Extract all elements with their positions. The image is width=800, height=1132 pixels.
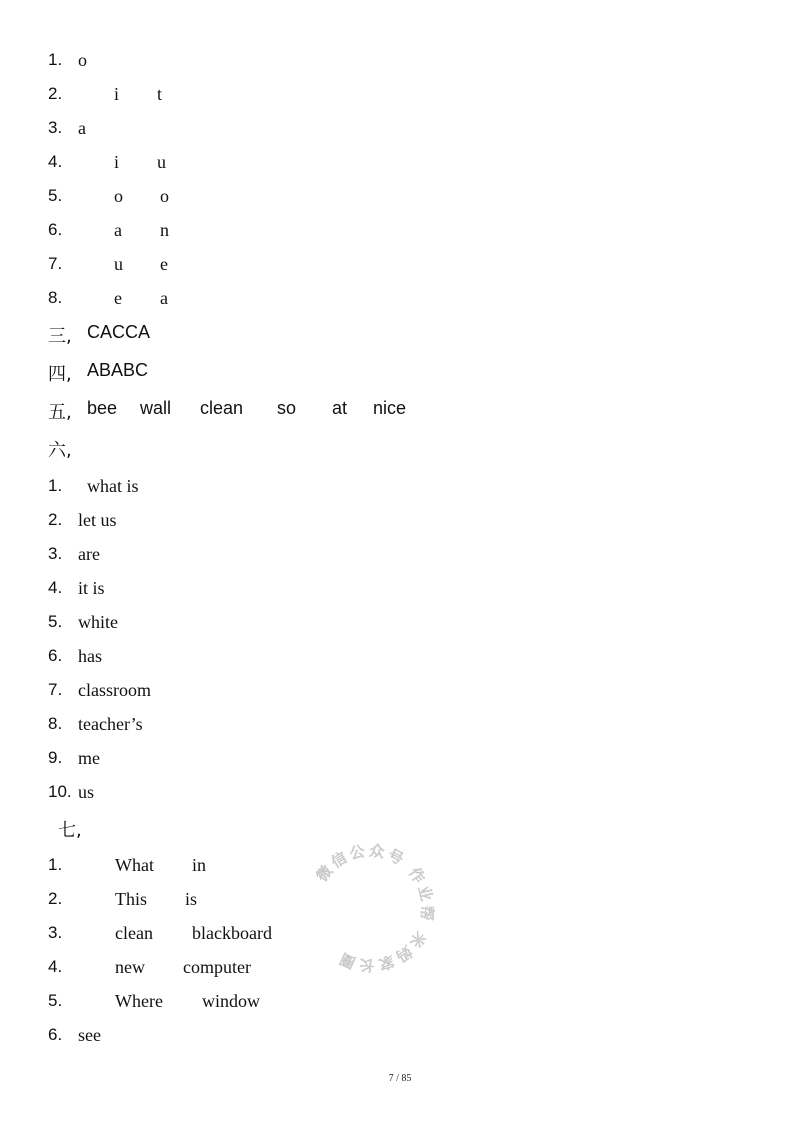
item-number: 5. <box>48 991 63 1010</box>
answer-text: teacher’s <box>78 714 143 734</box>
answer-word: computer <box>183 957 251 977</box>
answer-word: window <box>202 991 260 1011</box>
answer-word: What <box>115 855 154 875</box>
answer-letter: a <box>78 118 86 138</box>
section-label: 六, <box>48 440 72 461</box>
answer-letter: t <box>157 84 163 104</box>
answer-letter: e <box>114 288 122 308</box>
word: wall <box>140 398 172 418</box>
section-label: 五, <box>48 402 72 423</box>
item-number: 1. <box>48 855 63 874</box>
item-number: 7. <box>48 680 63 699</box>
section-label: 四, <box>48 364 72 385</box>
item-number: 10. <box>48 782 72 801</box>
answer-text: what is <box>87 476 139 496</box>
item-number: 2. <box>48 510 63 529</box>
answer-letter: i <box>114 84 120 104</box>
answer-word: new <box>115 957 145 977</box>
item-number: 5. <box>48 186 63 205</box>
answer-letter: u <box>157 152 166 172</box>
page-number: 7 / 85 <box>388 1073 412 1084</box>
answer-text: us <box>78 782 95 802</box>
item-number: 5. <box>48 612 63 631</box>
section-label: 七, <box>58 820 82 841</box>
answer-text: classroom <box>78 680 151 700</box>
answer-text: has <box>78 646 102 666</box>
answer-letter: e <box>160 254 168 274</box>
answer-text: ABABC <box>87 360 149 380</box>
word: so <box>277 398 297 418</box>
item-number: 4. <box>48 957 63 976</box>
answer-letter: a <box>160 288 168 308</box>
answer-word: blackboard <box>192 923 272 943</box>
answer-letter: a <box>114 220 122 240</box>
item-number: 6. <box>48 646 63 665</box>
item-number: 6. <box>48 220 63 239</box>
item-number: 9. <box>48 748 63 767</box>
answer-letter: u <box>114 254 123 274</box>
answer-word: is <box>185 889 198 909</box>
answer-text: it is <box>78 578 105 598</box>
watermark-text: 微信公众号 作业帮 米妈家长圈 <box>312 841 437 975</box>
item-number: 3. <box>48 923 63 942</box>
answer-letter: i <box>114 152 120 172</box>
item-number: 8. <box>48 714 63 733</box>
word: bee <box>87 398 118 418</box>
answer-letter: o <box>160 186 169 206</box>
item-number: 7. <box>48 254 63 273</box>
watermark-stamp <box>300 838 440 978</box>
answer-word: clean <box>115 923 153 943</box>
answer-text: CACCA <box>87 322 151 342</box>
answer-word: see <box>78 1025 101 1045</box>
answer-word: This <box>115 889 148 909</box>
answer-letter: n <box>160 220 169 240</box>
answer-text: let us <box>78 510 117 530</box>
word: clean <box>200 398 244 418</box>
item-number: 1. <box>48 50 63 69</box>
answer-word: in <box>192 855 207 875</box>
answer-letter: o <box>114 186 123 206</box>
answer-text: are <box>78 544 100 564</box>
item-number: 6. <box>48 1025 63 1044</box>
item-number: 3. <box>48 118 63 137</box>
item-number: 8. <box>48 288 63 307</box>
item-number: 2. <box>48 84 63 103</box>
section-label: 三, <box>48 326 72 347</box>
answer-word: Where <box>115 991 163 1011</box>
word: nice <box>373 398 407 418</box>
item-number: 3. <box>48 544 63 563</box>
answer-letter: o <box>78 50 87 70</box>
word: at <box>332 398 348 418</box>
item-number: 4. <box>48 152 63 171</box>
item-number: 2. <box>48 889 63 908</box>
answer-text: me <box>78 748 100 768</box>
item-number: 4. <box>48 578 63 597</box>
answer-text: white <box>78 612 118 632</box>
item-number: 1. <box>48 476 63 495</box>
